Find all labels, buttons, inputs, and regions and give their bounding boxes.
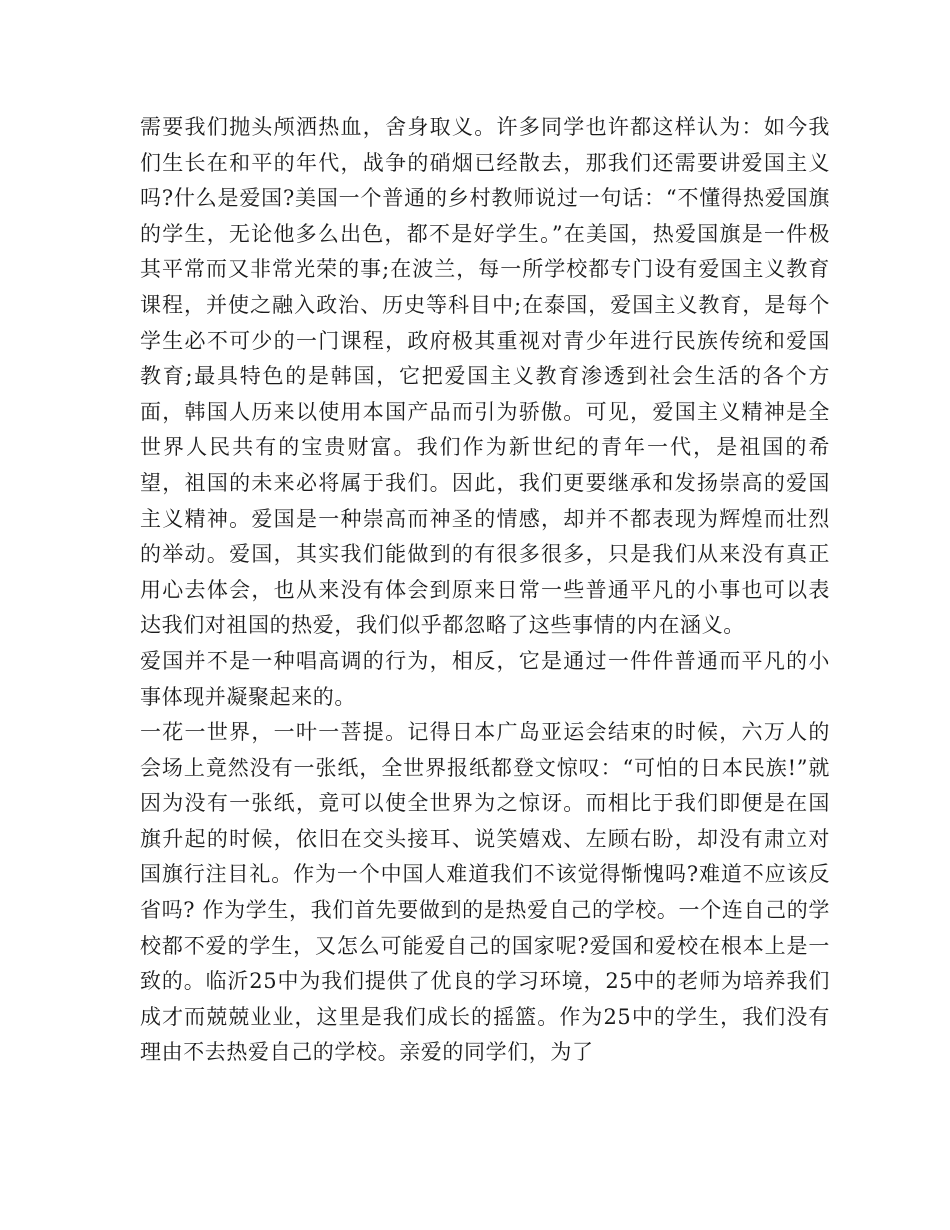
paragraph-love-school: 一花一世界，一叶一菩提。记得日本广岛亚运会结束的时候，六万人的会场上竟然没有一张纸，全世界报纸都登文惊叹：“可怕的日本民族!”就因为没有一张纸，竟可以使全世界为之惊讶。而相比于我们即便是在国旗升起的时候，依旧在交头接耳、说笑嬉戏、左顾右盼，却没有肃立对国旗行注目礼。作为一个中国人难道我们不该觉得惭愧吗?难道不应该反省吗? 作为学生，我们首先要做到的是热爱自己的学校。一个连自己的学校都不爱的学生，又怎么可能爱自己的国家呢?爱国和爱校在根本上是一致的。临沂25中为我们提供了优良的学习环境，25中的老师为培养我们成才而兢兢业业，这里是我们成长的摇篮。作为25中的学生，我们没有理由不去热爱自己的学校。亲爱的同学们，为了 (140, 720, 830, 1065)
paragraph-patriotism-small-deeds: 爱国并不是一种唱高调的行为，相反，它是通过一件件普通而平凡的小事体现并凝聚起来的。 (140, 648, 830, 709)
document-body (140, 110, 830, 1071)
paragraph-patriotism-intro: 需要我们抛头颅洒热血，舍身取义。许多同学也许都这样认为：如今我们生长在和平的年代，战争的硝烟已经散去，那我们还需要讲爱国主义吗?什么是爱国?美国一个普通的乡村教师说过一句话：“不懂得热爱国旗的学生，无论他多么出色，都不是好学生。”在美国，热爱国旗是一件极其平常而又非常光荣的事;在波兰，每一所学校都专门设有爱国主义教育课程，并使之融入政治、历史等科目中;在泰国，爱国主义教育，是每个学生必不可少的一门课程，政府极其重视对青少年进行民族传统和爱国教育;最具特色的是韩国，它把爱国主义教育渗透到社会生活的各个方面，韩国人历来以使用本国产品而引为骄傲。可见，爱国主义精神是全世界人民共有的宝贵财富。我们作为新世纪的青年一代，是祖国的希望，祖国的未来必将属于我们。因此，我们更要继承和发扬崇高的爱国主义精神。爱国是一种崇高而神圣的情感，却并不都表现为辉煌而壮烈的举动。爱国，其实我们能做到的有很多很多，只是我们从来没有真正用心去体会，也从来没有体会到原来日常一些普通平凡的小事也可以表达我们对祖国的热爱，我们似乎都忽略了这些事情的内在涵义。 (140, 115, 830, 638)
